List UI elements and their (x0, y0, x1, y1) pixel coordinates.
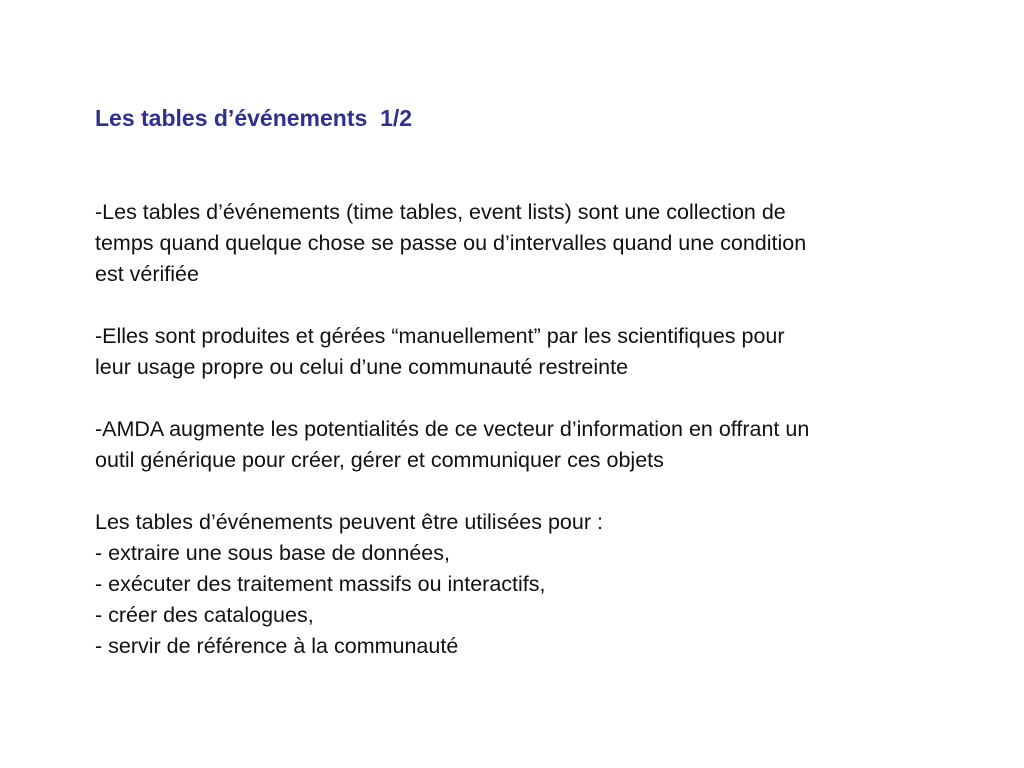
text-line: -Elles sont produites et gérées “manuellement” par les scientifiques pour (95, 324, 785, 348)
list-item: - créer des catalogues, (95, 603, 314, 627)
list-item: - exécuter des traitement massifs ou interactifs, (95, 572, 546, 596)
paragraph-uses (95, 507, 975, 662)
text-line: -AMDA augmente les potentialités de ce vecteur d’information en offrant un (95, 417, 810, 441)
text-line: est vérifiée (95, 262, 199, 286)
text-line: leur usage propre ou celui d’une communauté restreinte (95, 355, 629, 379)
paragraph-production (95, 321, 975, 383)
text-line: -Les tables d’événements (time tables, event lists) sont une collection de (95, 200, 786, 224)
list-item: - servir de référence à la communauté (95, 634, 459, 658)
list-item: - extraire une sous base de données, (95, 541, 450, 565)
slide-body (95, 197, 975, 662)
text-line: outil générique pour créer, gérer et communiquer ces objets (95, 448, 664, 472)
paragraph-amda (95, 414, 975, 476)
uses-intro: Les tables d’événements peuvent être utilisées pour : (95, 510, 603, 534)
slide-title: Les tables d’événements 1/2 (95, 105, 413, 131)
paragraph-definition (95, 197, 975, 290)
text-line: temps quand quelque chose se passe ou d’intervalles quand une condition (95, 231, 807, 255)
